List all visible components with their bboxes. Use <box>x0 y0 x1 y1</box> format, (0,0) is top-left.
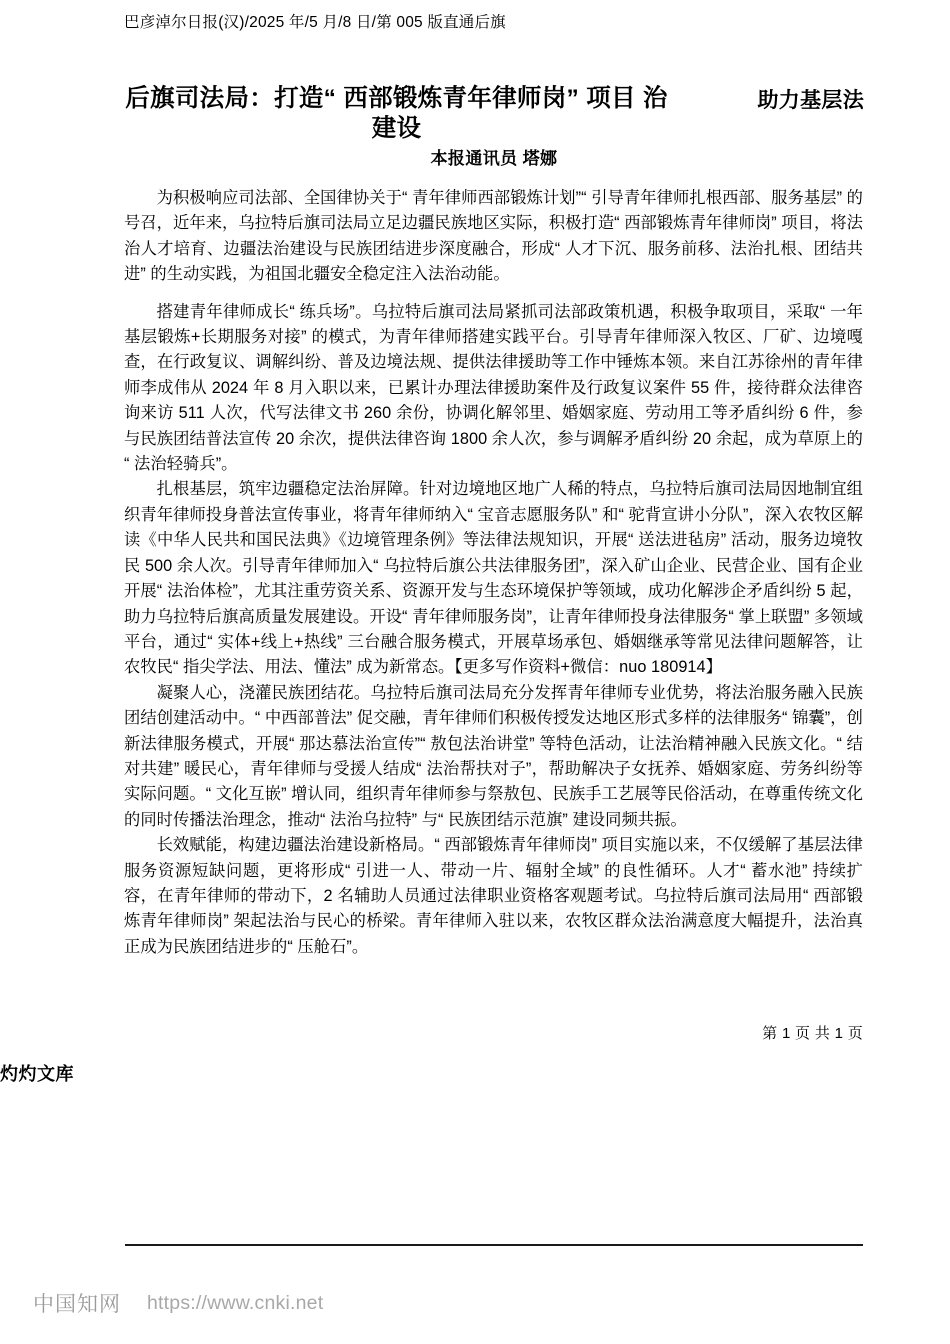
page-number: 第 1 页 共 1 页 <box>762 1025 863 1042</box>
library-watermark: 灼灼文库 <box>0 1064 74 1084</box>
paragraph: 搭建青年律师成长“ 练兵场”。乌拉特后旗司法局紧抓司法部政策机遇，积极争取项目，采取“ 一年基层锻炼+长期服务对接” 的模式，为青年律师搭建实践平台。引导青年律师深入牧区、厂矿、边境嘎查，在行政复议、调解纠纷、普及边境法规、提供法律援助等工作中锤炼本领。来自江苏徐州的青年律师李成伟从 2024 年 8 月入职以来，已累计办理法律援助案件及行政复议案件 55 件，接待群众法律咨询来访 511 人次，代写法律文书 260 余份，协调化解邻里、婚姻家庭、劳动用工等矛盾纠纷 6 件，参与民族团结普法宣传 20 余次，提供法律咨询 1800 余人次，参与调解矛盾纠纷 20 余起，成为草原上的“ 法治轻骑兵”。 <box>124 302 863 474</box>
paragraph: 为积极响应司法部、全国律协关于“ 青年律师西部锻炼计划”“ 引导青年律师扎根西部、服务基层” 的号召，近年来，乌拉特后旗司法局立足边疆民族地区实际，积极打造“ 西部锻炼青年律师岗” 项目，将法治人才培育、边疆法治建设与民族团结进步深度融合，形成“ 人才下沉、服务前移、法治扎根、团结共进” 的生动实践，为祖国北疆安全稳定注入法治动能。 <box>124 189 863 284</box>
page-title: 后旗司法局：打造“ 西部锻炼青年律师岗” 项目 治建设 <box>125 85 668 142</box>
paragraph: 长效赋能，构建边疆法治建设新格局。“ 西部锻炼青年律师岗” 项目实施以来，不仅缓解了基层法律服务资源短缺问题，更将形成“ 引进一人、带动一片、辐射全域” 的良性循环。人才“ 蓄水池” 持续扩容，在青年律师的带动下，2 名辅助人员通过法律职业资格客观题考试。乌拉特后旗司法局用“ 西部锻炼青年律师岗” 架起法治与民心的桥梁。青年律师入驻以来，农牧区群众法治满意度大幅提升，法治真正成为民族团结进步的“ 压舱石”。 <box>124 836 863 956</box>
cnki-url-link[interactable]: https://www.cnki.net <box>147 1291 324 1314</box>
byline: 本报通讯员 塔娜 <box>430 149 558 168</box>
cnki-footer <box>33 1288 323 1318</box>
footer-divider <box>125 1244 863 1246</box>
newspaper-masthead: 巴彦淖尔日报(汉)/2025 年/5 月/8 日/第 005 版直通后旗 <box>124 14 506 31</box>
headline-block <box>124 84 864 144</box>
paragraph: 扎根基层，筑牢边疆稳定法治屏障。针对边境地区地广人稀的特点，乌拉特后旗司法局因地制宜组织青年律师投身普法宣传事业，将青年律师纳入“ 宝音志愿服务队” 和“ 驼背宣讲小分队”，深入农牧区解读《中华人民共和国民法典》《边境管理条例》等法律法规知识，开展“ 送法进毡房” 活动，服务边境牧民 500 余人次。引导青年律师加入“ 乌拉特后旗公共法律服务团”，深入矿山企业、民营企业、国有企业开展“ 法治体检”，尤其注重劳资关系、资源开发与生态环境保护等领域，成功化解涉企矛盾纠纷 5 起，助力乌拉特后旗高质量发展建设。开设“ 青年律师服务岗”，让青年律师投身法律服务“ 掌上联盟” 多领域平台，通过“ 实体+线上+热线” 三台融合服务模式，开展草场承包、婚姻继承等常见法律问题解答，让农牧民“ 指尖学法、用法、懂法” 成为新常态。【更多写作资料+微信：nuo 180914】 <box>124 480 863 677</box>
article-body <box>124 186 863 960</box>
paragraph: 凝聚人心，浇灌民族团结花。乌拉特后旗司法局充分发挥青年律师专业优势，将法治服务融入民族团结创建活动中。“ 中西部普法” 促交融，青年律师们积极传授发达地区形式多样的法律服务“ 锦囊”，创新法律服务模式，开展“ 那达慕法治宣传”“ 敖包法治讲堂” 等特色活动，让法治精神融入民族文化。“ 结对共建” 暖民心，青年律师与受援人结成“ 法治帮扶对子”，帮助解决子女抚养、婚姻家庭、劳务纠纷等实际问题。“ 文化互嵌” 增认同，组织青年律师参与祭敖包、民族手工艺展等民俗活动，在尊重传统文化的同时传播法治理念，推动“ 法治乌拉特” 与“ 民族团结示范旗” 建设同频共振。 <box>124 683 863 829</box>
cnki-brand-label: 中国知网 <box>33 1293 121 1316</box>
page-title-continuation: 助力基层法 <box>757 89 864 112</box>
